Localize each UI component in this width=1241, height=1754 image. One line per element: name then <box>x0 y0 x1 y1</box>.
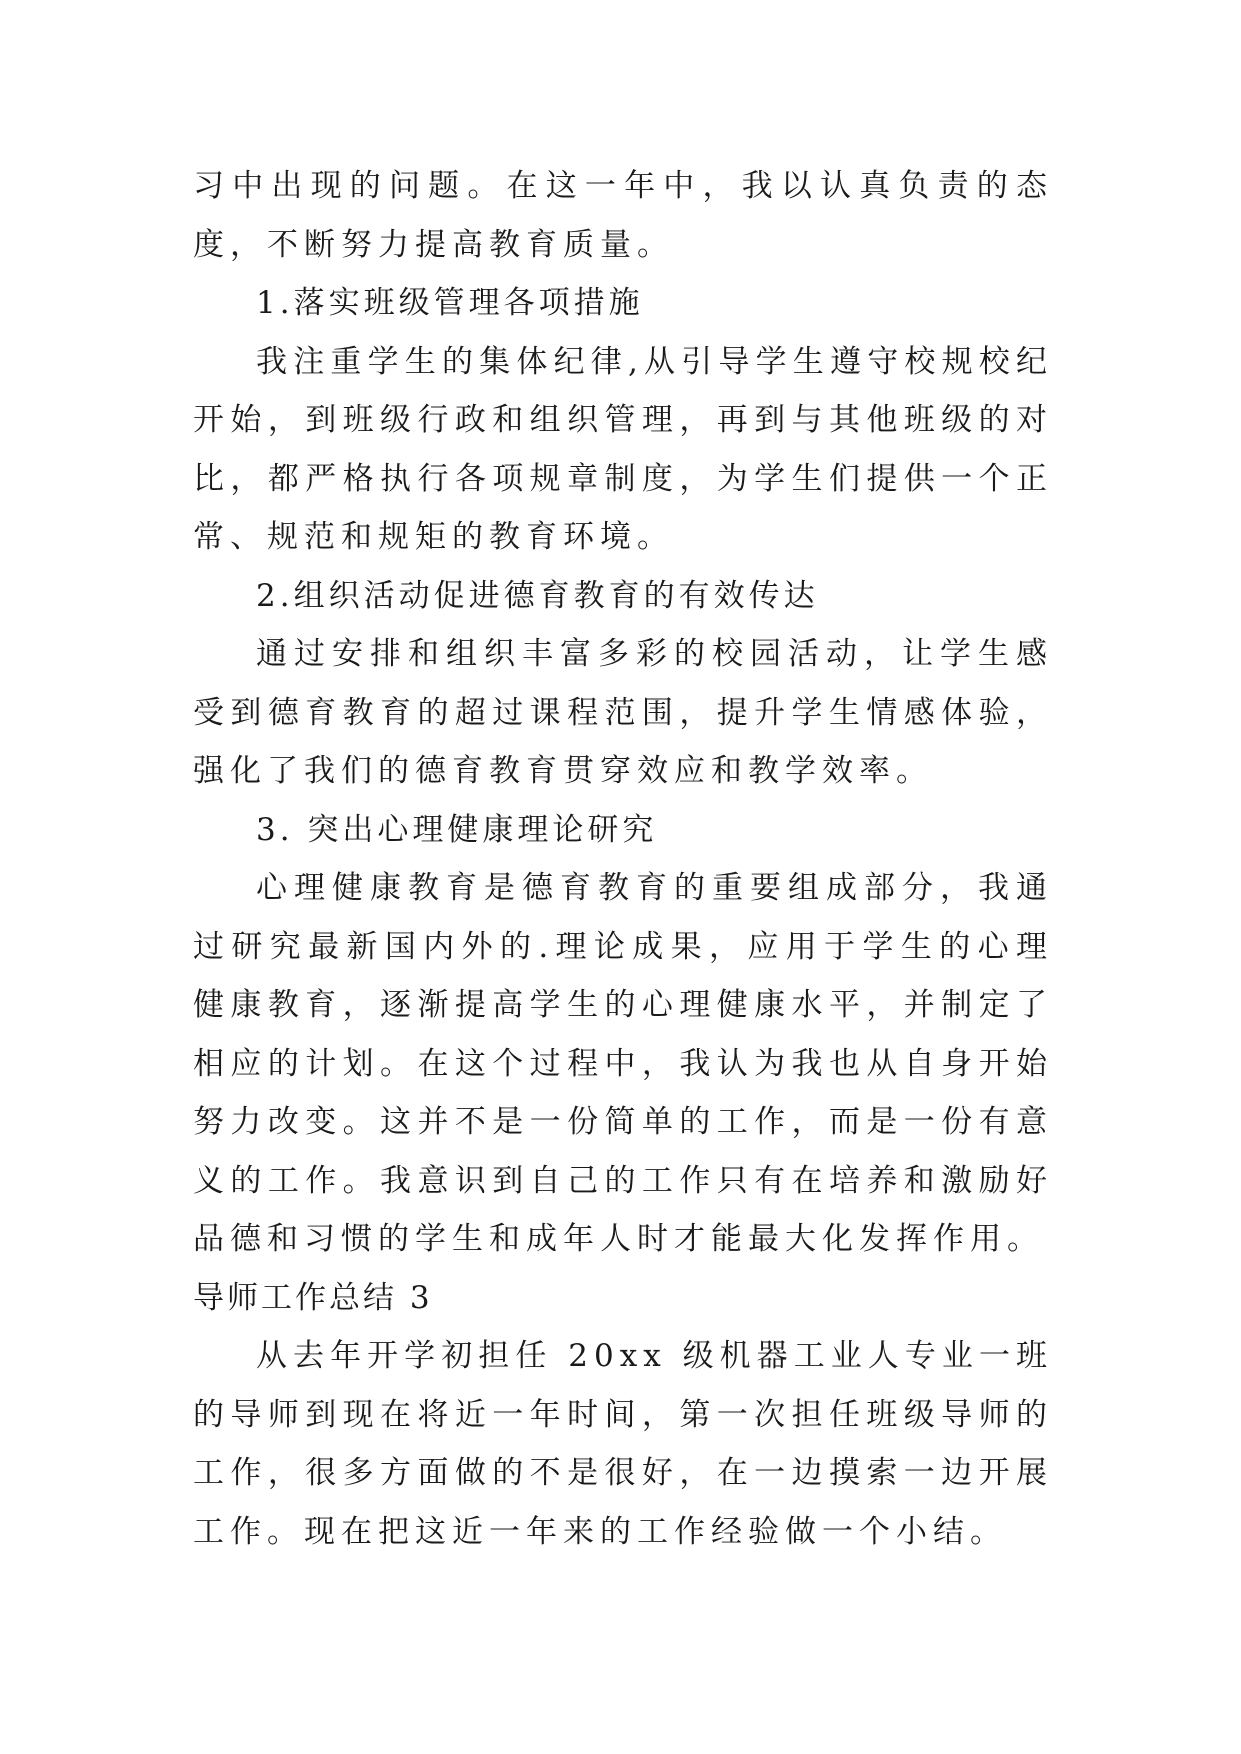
item-heading-3: 3. 突出心理健康理论研究 <box>256 811 658 848</box>
section-title: 导师工作总结 3 <box>193 1279 433 1316</box>
document-page <box>193 157 1053 1561</box>
item-heading-2: 2.组织活动促进德育教育的有效传达 <box>256 577 819 614</box>
paragraph-class-management: 我注重学生的集体纪律,从引导学生遵守校规校纪开始，到班级行政和组织管理，再到与其他班级的对比，都严格执行各项规章制度，为学生们提供一个正常、规范和规矩的教育环境。 <box>193 343 1053 555</box>
paragraph-mentor-summary: 从去年开学初担任 20xx 级机器工业人专业一班的导师到现在将近一年时间，第一次担任班级导师的工作，很多方面做的不是很好，在一边摸索一边开展工作。现在把这近一年来的工作经验做一个小结。 <box>193 1338 1053 1550</box>
paragraph-activities: 通过安排和组织丰富多彩的校园活动，让学生感受到德育教育的超过课程范围，提升学生情感体验，强化了我们的德育教育贯穿效应和教学效率。 <box>193 636 1053 789</box>
paragraph-continuation: 习中出现的问题。在这一年中，我以认真负责的态度，不断努力提高教育质量。 <box>193 168 1053 263</box>
paragraph-mental-health: 心理健康教育是德育教育的重要组成部分，我通过研究最新国内外的.理论成果，应用于学生的心理健康教育，逐渐提高学生的心理健康水平，并制定了相应的计划。在这个过程中，我认为我也从自身开始努力改变。这并不是一份简单的工作，而是一份有意义的工作。我意识到自己的工作只有在培养和激励好品德和习惯的学生和成年人时才能最大化发挥作用。 <box>193 870 1053 1257</box>
item-heading-1: 1.落实班级管理各项措施 <box>256 285 644 321</box>
